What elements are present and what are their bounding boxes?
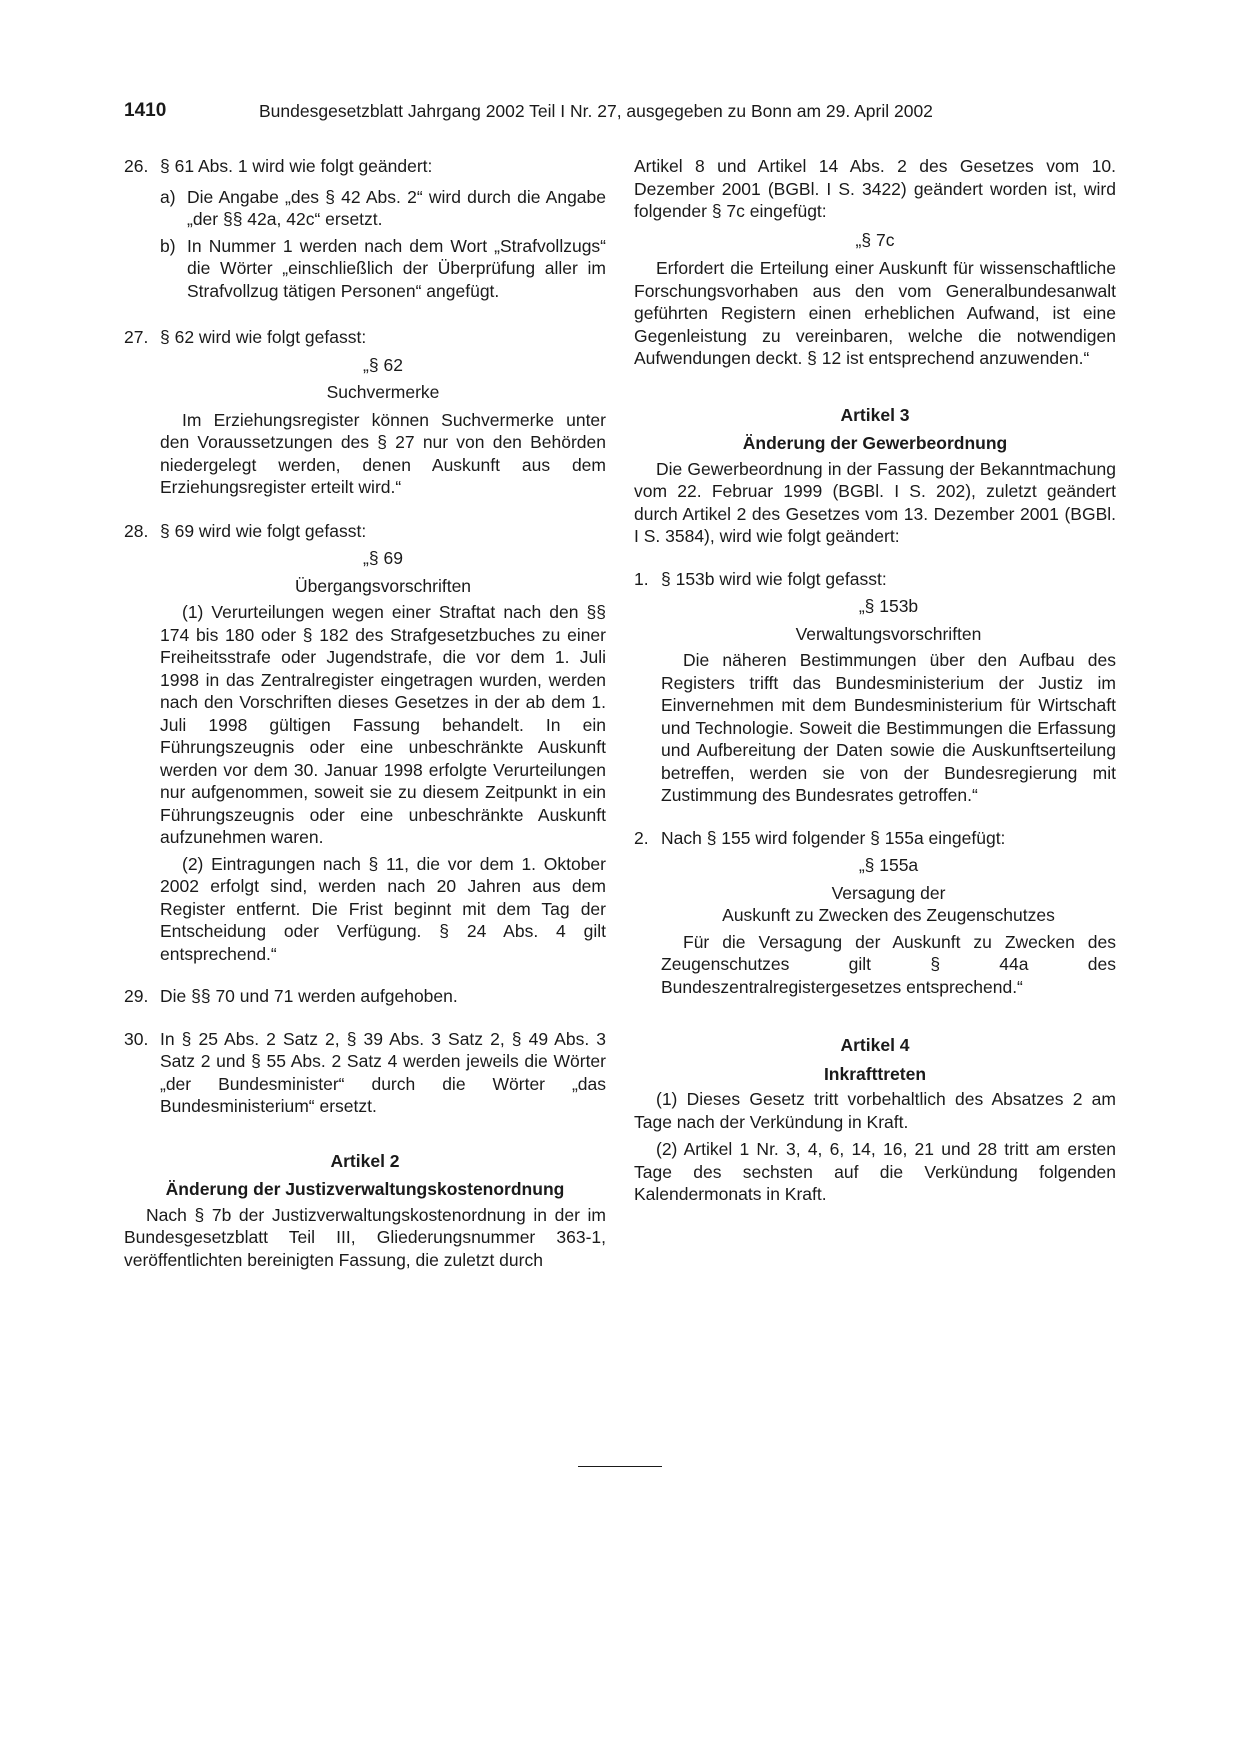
article-2-continuation: Artikel 8 und Artikel 14 Abs. 2 des Gesetzes vom 10. Dezember 2001 (BGBl. I S. 3422) geändert worden ist, wird folgender § 7c eingefügt: xyxy=(634,156,1116,221)
article-3-item-1 xyxy=(634,568,1116,591)
section-body: Für die Versagung der Auskunft zu Zwecken des Zeugenschutzes gilt § 44a des Bundeszentralregistergesetzes entsprechend.“ xyxy=(661,931,1116,997)
subitem-b xyxy=(160,235,606,303)
item-text: Die §§ 70 und 71 werden aufgehoben. xyxy=(160,986,458,1006)
section-paragraph-1: (1) Verurteilungen wegen einer Straftat nach den §§ 174 bis 180 oder § 182 des Strafgesetzbuches zu einer Freiheitsstrafe oder Jugendstrafe, die vor dem 1. Juli 1998 in das Zentralregister eingetragen wurden, werden nach den Vorschriften dieses Gesetzes in der ab dem 1. Juli 1998 gültigen Fassung behandelt. In ein Führungszeugnis oder eine unbeschränkte Auskunft werden vor dem 30. Januar 1998 erfolgte Verurteilungen nur aufgenommen, soweit sie zu diesem Zeitpunkt in ein Führungszeugnis oder eine unbeschränkte Auskunft aufzunehmen waren. xyxy=(160,602,606,847)
article-3-heading: Änderung der Gewerbeordnung xyxy=(742,433,1008,453)
article-3-title: Artikel 3 xyxy=(840,404,910,425)
item-26 xyxy=(124,155,606,178)
article-4-title: Artikel 4 xyxy=(840,1035,910,1055)
right-column xyxy=(634,155,1116,1206)
subitem-text: Die Angabe „des § 42 Abs. 2“ wird durch die Angabe „der §§ 42a, 42c“ ersetzt. xyxy=(187,186,606,229)
section-heading: Übergangsvorschriften xyxy=(294,575,472,596)
article-2-intro: Nach § 7b der Justizverwaltungskostenordnung in der im Bundesgesetzblatt Teil III, Gliederungsnummer 363-1, veröffentlichten bereinigten Fassung, die zuletzt durch xyxy=(124,1204,606,1270)
page-number: 1410 xyxy=(124,100,167,121)
item-text: Nach § 155 wird folgender § 155a eingefügt: xyxy=(661,827,1006,848)
item-text: § 69 wird wie folgt gefasst: xyxy=(160,520,367,541)
article-3-item-2 xyxy=(634,827,1116,850)
item-number: 29. xyxy=(124,986,149,1006)
section-paragraph-2: (2) Eintragungen nach § 11, die vor dem 1. Oktober 2002 erfolgt sind, werden nach 20 Jahren aus dem Register entfernt. Die Frist beginnt mit dem Tag der Entscheidung oder Verfügung. § 24 Abs. 4 gilt entsprechend.“ xyxy=(160,853,606,964)
item-number: 1. xyxy=(634,568,649,589)
section-7c-number: „§ 7c xyxy=(855,229,895,250)
item-30 xyxy=(124,1028,606,1118)
section-number: „§ 155a xyxy=(858,855,919,875)
section-number: „§ 69 xyxy=(363,548,403,568)
article-2-title: Artikel 2 xyxy=(330,1150,400,1171)
section-number: „§ 153b xyxy=(858,596,919,616)
item-text: § 62 wird wie folgt gefasst: xyxy=(160,327,367,347)
subitem-label: b) xyxy=(160,235,176,256)
item-number: 27. xyxy=(124,327,149,347)
item-29 xyxy=(124,985,606,1008)
section-62 xyxy=(160,354,606,499)
item-number: 28. xyxy=(124,520,149,541)
article-3-intro: Die Gewerbeordnung in der Fassung der Bekanntmachung vom 22. Februar 1999 (BGBl. I S. 202), zuletzt geändert durch Artikel 2 des Gesetzes vom 13. Dezember 2001 (BGBl. I S. 3584), wird wie folgt geändert: xyxy=(634,458,1116,546)
item-27 xyxy=(124,326,606,349)
section-body: Im Erziehungsregister können Suchvermerke unter den Voraussetzungen des § 27 nur von den Behörden niedergelegt werden, denen Auskunft aus dem Erziehungsregister erteilt wird.“ xyxy=(160,409,606,497)
section-number: „§ 62 xyxy=(363,354,403,375)
subitem-label: a) xyxy=(160,186,176,207)
page-header xyxy=(124,100,1116,128)
section-heading: Verwaltungsvorschriften xyxy=(795,623,982,644)
section-heading-line-1: Versagung der xyxy=(831,882,946,903)
section-69 xyxy=(160,547,606,965)
item-number: 26. xyxy=(124,156,149,176)
article-4-paragraph-1: (1) Dieses Gesetz tritt vorbehaltlich des Absatzes 2 am Tage nach der Verkündung in Kraft. xyxy=(634,1089,1116,1132)
item-28 xyxy=(124,520,606,543)
item-number: 30. xyxy=(124,1028,149,1049)
footnote-rule xyxy=(578,1466,662,1467)
section-153b xyxy=(661,595,1116,807)
item-number: 2. xyxy=(634,827,649,848)
section-7c-body: Erfordert die Erteilung einer Auskunft für wissenschaftliche Forschungsvorhaben aus den vom Generalbundesanwalt geführten Registern einen erheblichen Aufwand, ist eine Gegenleistung zu vereinbaren, welche die notwendigen Aufwendungen deckt. § 12 ist entsprechend anzuwenden.“ xyxy=(634,258,1116,368)
section-heading-line-2: Auskunft zu Zwecken des Zeugenschutzes xyxy=(722,905,1055,925)
gazette-title: Bundesgesetzblatt Jahrgang 2002 Teil I Nr. 27, ausgegeben zu Bonn am 29. April 2002 xyxy=(259,101,933,121)
section-155a xyxy=(661,854,1116,998)
article-2-heading: Änderung der Justizverwaltungskostenordnung xyxy=(165,1179,565,1199)
subitem-text: In Nummer 1 werden nach dem Wort „Strafvollzugs“ die Wörter „einschließlich der Überprüfung aller im Strafvollzug tätigen Personen“ angefügt. xyxy=(187,235,606,301)
left-column xyxy=(124,155,606,1271)
article-4-paragraph-2: (2) Artikel 1 Nr. 3, 4, 6, 14, 16, 21 und 28 tritt am ersten Tage des sechsten auf die Verkündung folgenden Kalendermonats in Kraft. xyxy=(634,1139,1116,1204)
article-4-heading: Inkrafttreten xyxy=(823,1063,927,1084)
subitem-a xyxy=(160,186,606,231)
item-text: § 61 Abs. 1 wird wie folgt geändert: xyxy=(160,156,433,176)
item-text: § 153b wird wie folgt gefasst: xyxy=(661,568,887,589)
section-body: Die näheren Bestimmungen über den Aufbau des Registers trifft das Bundesministerium der Justiz im Einvernehmen mit dem Bundesministerium für Wirtschaft und Technologie. Soweit die Bestimmungen die Erfassung und Aufbereitung der Daten sowie die Auskunftserteilung betreffen, werden sie von der Bundesregierung mit Zustimmung des Bundesrates getroffen.“ xyxy=(661,650,1116,805)
item-text: In § 25 Abs. 2 Satz 2, § 39 Abs. 3 Satz 2, § 49 Abs. 3 Satz 2 und § 55 Abs. 2 Satz 4 werden jeweils die Wörter „der Bundesminister“ durch die Wörter „das Bundesministerium“ ersetzt. xyxy=(160,1028,606,1116)
section-heading: Suchvermerke xyxy=(326,382,440,402)
